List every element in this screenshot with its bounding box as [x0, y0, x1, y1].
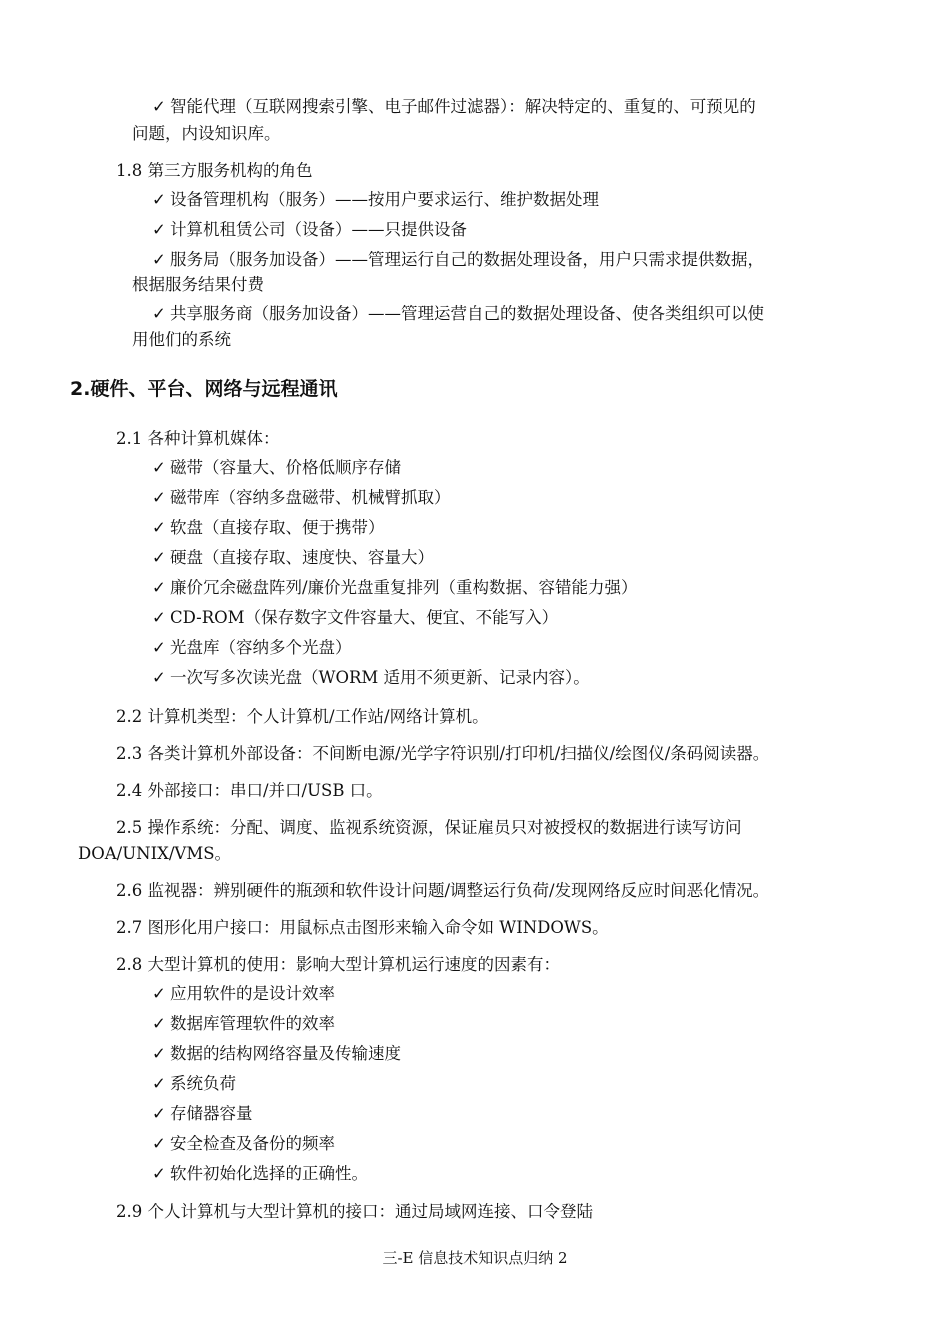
bureau-item-line2: 根据服务结果付费 [132, 275, 264, 294]
para-2-5-line2: DOA/UNIX/VMS。 [78, 844, 232, 863]
media-item: ✓ 硬盘（直接存取、速度快、容量大） [152, 548, 434, 567]
check-icon: ✓ [152, 458, 166, 477]
para-2-9: 2.9 个人计算机与大型计算机的接口：通过局域网连接、口令登陆 [116, 1202, 593, 1221]
check-icon: ✓ [152, 220, 166, 239]
list-item: ✓ 计算机租赁公司（设备）——只提供设备 [152, 220, 467, 239]
para-2-6: 2.6 监视器：辨别硬件的瓶颈和软件设计问题/调整运行负荷/发现网络反应时间恶化情况。 [116, 881, 770, 900]
check-icon: ✓ [152, 97, 166, 116]
section-2-heading: 2.硬件、平台、网络与远程通讯 [70, 378, 338, 400]
check-icon: ✓ [152, 608, 166, 627]
factor-item: ✓ 应用软件的是设计效率 [152, 984, 335, 1003]
section-1-8-title: 1.8 第三方服务机构的角色 [116, 161, 313, 180]
factor-item: ✓ 软件初始化选择的正确性。 [152, 1164, 368, 1183]
media-item: ✓ 磁带库（容纳多盘磁带、机械臂抓取） [152, 488, 451, 507]
media-item: ✓ 磁带（容量大、价格低顺序存储 [152, 458, 401, 477]
factor-item: ✓ 数据的结构网络容量及传输速度 [152, 1044, 401, 1063]
check-icon: ✓ [152, 578, 166, 597]
page-footer: 三-E 信息技术知识点归纳 2 [382, 1249, 568, 1267]
check-icon: ✓ [152, 1074, 166, 1093]
check-icon: ✓ [152, 518, 166, 537]
media-item: ✓ 光盘库（容纳多个光盘） [152, 638, 352, 657]
agent-item-line2: 问题，内设知识库。 [132, 124, 281, 143]
para-2-5-line1: 2.5 操作系统：分配、调度、监视系统资源，保证雇员只对被授权的数据进行读写访问 [116, 818, 742, 837]
factor-item: ✓ 数据库管理软件的效率 [152, 1014, 335, 1033]
media-item: ✓ CD-ROM（保存数字文件容量大、便宜、不能写入） [152, 608, 559, 627]
media-item: ✓ 软盘（直接存取、便于携带） [152, 518, 385, 537]
para-2-4: 2.4 外部接口：串口/并口/USB 口。 [116, 781, 383, 800]
para-2-2: 2.2 计算机类型：个人计算机/工作站/网络计算机。 [116, 707, 489, 726]
para-2-7: 2.7 图形化用户接口：用鼠标点击图形来输入命令如 WINDOWS。 [116, 918, 609, 937]
factor-item: ✓ 系统负荷 [152, 1074, 236, 1093]
para-2-3: 2.3 各类计算机外部设备：不间断电源/光学字符识别/打印机/扫描仪/绘图仪/条码阅读器。 [116, 744, 770, 763]
factor-item: ✓ 安全检查及备份的频率 [152, 1134, 335, 1153]
check-icon: ✓ [152, 488, 166, 507]
check-icon: ✓ [152, 638, 166, 657]
check-icon: ✓ [152, 1014, 166, 1033]
agent-item-line1: ✓ 智能代理（互联网搜索引擎、电子邮件过滤器）：解决特定的、重复的、可预见的 [152, 97, 756, 116]
bureau-item-line1: ✓ 服务局（服务加设备）——管理运行自己的数据处理设备，用户只需求提供数据， [152, 250, 764, 269]
check-icon: ✓ [152, 1104, 166, 1123]
list-item: ✓ 设备管理机构（服务）——按用户要求运行、维护数据处理 [152, 190, 599, 209]
media-item: ✓ 廉价冗余磁盘阵列/廉价光盘重复排列（重构数据、容错能力强） [152, 578, 638, 597]
factor-item: ✓ 存储器容量 [152, 1104, 253, 1123]
check-icon: ✓ [152, 250, 166, 269]
check-icon: ✓ [152, 304, 166, 323]
share-item-line1: ✓ 共享服务商（服务加设备）——管理运营自己的数据处理设备、使各类组织可以使 [152, 304, 764, 323]
check-icon: ✓ [152, 1044, 166, 1063]
check-icon: ✓ [152, 984, 166, 1003]
check-icon: ✓ [152, 668, 166, 687]
share-item-line2: 用他们的系统 [132, 330, 231, 349]
check-icon: ✓ [152, 190, 166, 209]
para-2-1: 2.1 各种计算机媒体： [116, 429, 280, 448]
media-item: ✓ 一次写多次读光盘（WORM 适用不须更新、记录内容）。 [152, 668, 590, 687]
check-icon: ✓ [152, 548, 166, 567]
check-icon: ✓ [152, 1134, 166, 1153]
para-2-8: 2.8 大型计算机的使用：影响大型计算机运行速度的因素有： [116, 955, 560, 974]
check-icon: ✓ [152, 1164, 166, 1183]
